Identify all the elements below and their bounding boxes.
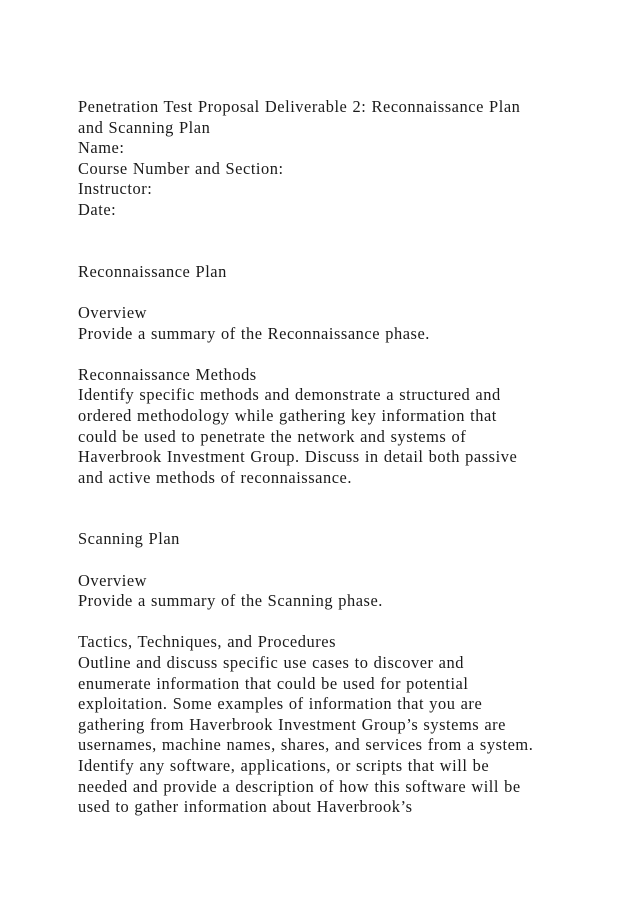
- ttp-line: used to gather information about Haverbrook’s: [78, 797, 413, 817]
- spacer: [78, 488, 618, 509]
- recon-overview-text: Provide a summary of the Reconnaissance phase.: [78, 323, 430, 343]
- recon-methods-line: ordered methodology while gathering key information that: [78, 405, 497, 425]
- ttp-line: Outline and discuss specific use cases to discover and: [78, 653, 465, 673]
- ttp-line: gathering from Haverbrook Investment Group’s systems are: [78, 714, 506, 734]
- instructor-label: Instructor:: [78, 179, 153, 199]
- spacer: [78, 282, 618, 303]
- ttp-line: usernames, machine names, shares, and services from a system.: [78, 735, 534, 755]
- spacer: [78, 550, 618, 571]
- recon-methods-heading: Reconnaissance Methods: [78, 364, 257, 384]
- ttp-line: enumerate information that could be used for potential: [78, 673, 469, 693]
- spacer: [78, 612, 618, 633]
- recon-methods-line: Haverbrook Investment Group. Discuss in detail both passive: [78, 447, 518, 467]
- recon-methods-line: Identify specific methods and demonstrate a structured and: [78, 385, 501, 405]
- ttp-line: needed and provide a description of how this software will be: [78, 776, 521, 796]
- recon-methods-line: could be used to penetrate the network and systems of: [78, 426, 467, 446]
- ttp-heading: Tactics, Techniques, and Procedures: [78, 632, 337, 652]
- document-title-line-2: and Scanning Plan: [78, 117, 211, 137]
- scanning-overview-text: Provide a summary of the Scanning phase.: [78, 591, 383, 611]
- recon-methods-line: and active methods of reconnaissance.: [78, 467, 353, 487]
- course-label: Course Number and Section:: [78, 158, 284, 178]
- recon-overview-heading: Overview: [78, 302, 148, 322]
- name-label: Name:: [78, 138, 125, 158]
- date-label: Date:: [78, 199, 117, 219]
- scanning-overview-heading: Overview: [78, 570, 148, 590]
- document-title-line-1: Penetration Test Proposal Deliverable 2: Reconnaissance Plan: [78, 97, 521, 116]
- spacer: [78, 241, 618, 262]
- ttp-line: exploitation. Some examples of information that you are: [78, 694, 483, 714]
- scanning-plan-heading: Scanning Plan: [78, 529, 180, 549]
- spacer: [78, 509, 618, 530]
- recon-plan-heading: Reconnaissance Plan: [78, 261, 227, 281]
- ttp-line: Identify any software, applications, or scripts that will be: [78, 756, 490, 775]
- spacer: [78, 221, 618, 242]
- document-body: [78, 97, 618, 818]
- spacer: [78, 344, 618, 365]
